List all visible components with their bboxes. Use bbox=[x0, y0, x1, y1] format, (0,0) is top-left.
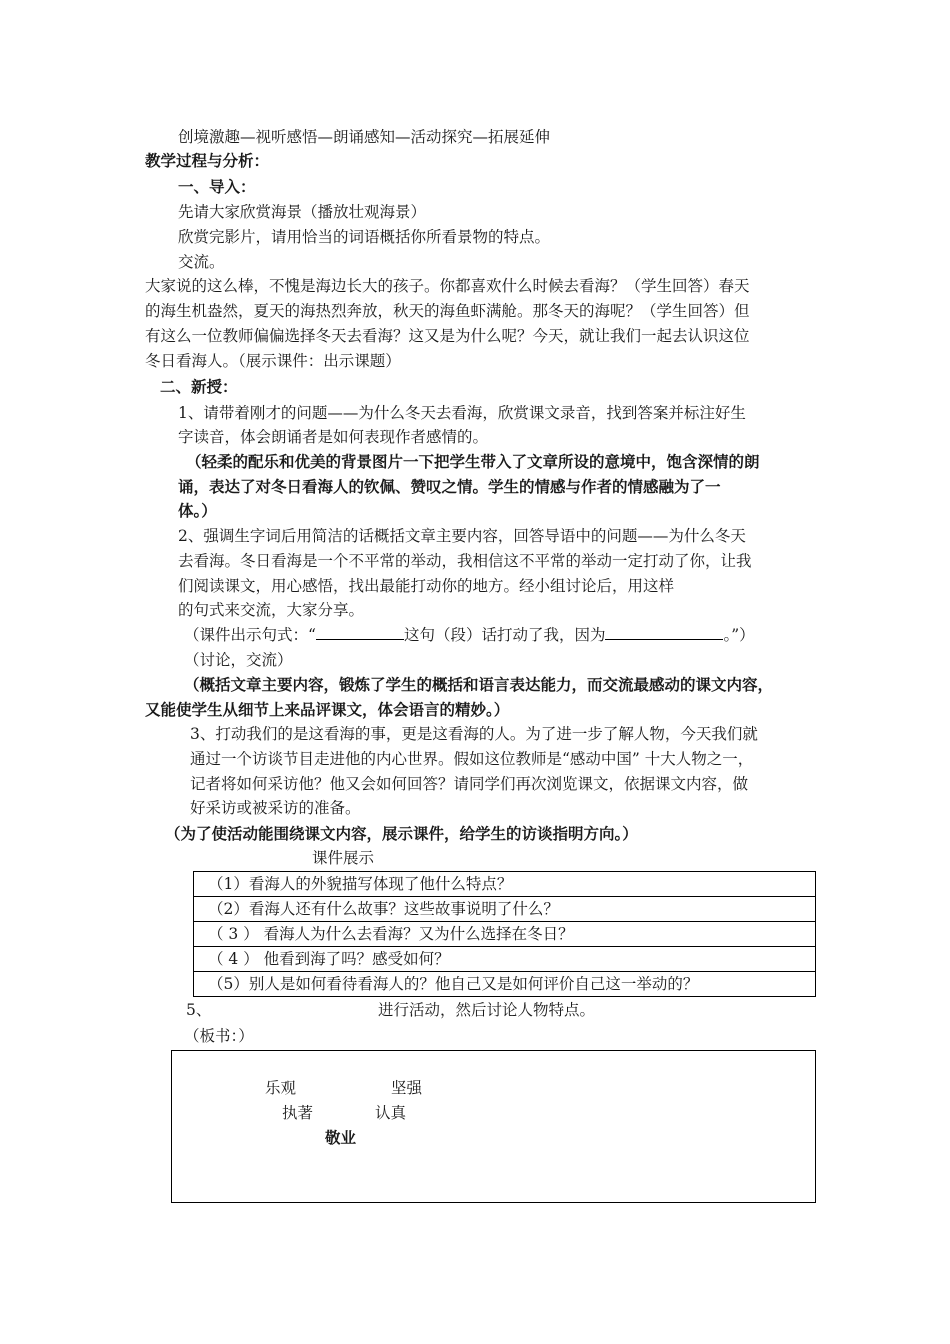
teaching-method-line: 创境激趣—视听感悟—朗诵感知—活动探究—拓展延伸 bbox=[178, 128, 551, 146]
blank-2 bbox=[605, 625, 723, 640]
note-1-line-3: 体。） bbox=[178, 501, 217, 520]
section-1-line-1: 先请大家欣赏海景（播放壮观海景） bbox=[178, 203, 427, 221]
item-2-line-4: 的句式来交流，大家分享。 bbox=[178, 601, 365, 619]
step-5-number: 5、 bbox=[186, 1001, 212, 1019]
item-3-line-3: 记者将如何采访他？他又会如何回答？请同学们再次浏览课文，依据课文内容，做 bbox=[190, 775, 749, 793]
board-word-4: 认真 bbox=[375, 1104, 407, 1122]
courseware-questions-table bbox=[193, 871, 816, 997]
step-5-text: 进行活动，然后讨论人物特点。 bbox=[378, 1001, 596, 1019]
intro-paragraph-line-3: 有这么一位教师偏偏选择冬天去看海？这又是为什么呢？今天，就让我们一起去认识这位 bbox=[145, 327, 750, 345]
board-word-5: 敬业 bbox=[325, 1128, 357, 1147]
intro-paragraph-line-4: 冬日看海人。（展示课件：出示课题） bbox=[145, 352, 401, 370]
question-cell: （5）别人是如何看待看海人的？他自己又是如何评价自己这一举动的？ bbox=[194, 972, 816, 997]
question-cell: （1）看海人的外貌描写体现了他什么特点？ bbox=[194, 872, 816, 897]
sentence-pattern bbox=[184, 624, 755, 646]
board-word-1: 乐观 bbox=[265, 1079, 297, 1097]
note-2-line-1: （概括文章主要内容，锻炼了学生的概括和语言表达能力，而交流最感动的课文内容， bbox=[184, 675, 774, 694]
question-cell: （2）看海人还有什么故事？这些故事说明了什么？ bbox=[194, 897, 816, 922]
question-cell: （ 4 ） 他看到海了吗？感受如何？ bbox=[194, 947, 816, 972]
table-row bbox=[194, 922, 816, 947]
board-label: （板书：） bbox=[184, 1027, 254, 1045]
section-1-line-2: 欣赏完影片，请用恰当的词语概括你所看景物的特点。 bbox=[178, 228, 551, 246]
intro-paragraph-line-1: 大家说的这么棒，不愧是海边长大的孩子。你都喜欢什么时候去看海？（学生回答）春天 bbox=[145, 277, 750, 295]
item-2-line-2: 去看海。冬日看海是一个不平常的举动，我相信这不平常的举动一定打动了你，让我 bbox=[178, 552, 752, 570]
blackboard-box bbox=[171, 1050, 816, 1203]
board-word-3: 执著 bbox=[282, 1104, 314, 1122]
section-1-line-3: 交流。 bbox=[178, 253, 225, 271]
item-2-line-1: 2、强调生字词后用简洁的话概括文章主要内容，回答导语中的问题——为什么冬天 bbox=[178, 527, 746, 545]
table-row bbox=[194, 872, 816, 897]
note-1-line-1: （轻柔的配乐和优美的背景图片一下把学生带入了文章所设的意境中，饱含深情的朗 bbox=[186, 452, 760, 471]
sentence-pattern-end: 。”） bbox=[723, 626, 755, 644]
table-row bbox=[194, 947, 816, 972]
intro-paragraph-line-2: 的海生机盎然，夏天的海热烈奔放，秋天的海鱼虾满舱。那冬天的海呢？（学生回答）但 bbox=[145, 302, 750, 320]
item-2-line-3: 们阅读课文，用心感悟，找出最能打动你的地方。经小组讨论后，用这样 bbox=[178, 577, 675, 595]
note-2-line-2: 又能使学生从细节上来品评课文，体会语言的精妙。） bbox=[145, 700, 510, 719]
item-1-line-2: 字读音，体会朗诵者是如何表现作者感情的。 bbox=[178, 428, 489, 446]
section-1-heading: 一、导入： bbox=[178, 177, 256, 196]
section-2-heading: 二、新授： bbox=[160, 377, 238, 396]
item-3-line-1: 3、打动我们的是这看海的事，更是这看海的人。为了进一步了解人物，今天我们就 bbox=[190, 725, 758, 743]
discussion-line: （讨论，交流） bbox=[184, 651, 293, 669]
note-3: （为了使活动能围绕课文内容，展示课件，给学生的访谈指明方向。） bbox=[165, 824, 638, 843]
question-cell: （ 3 ） 看海人为什么去看海？又为什么选择在冬日？ bbox=[194, 922, 816, 947]
board-word-2: 坚强 bbox=[391, 1079, 423, 1097]
sentence-pattern-middle: 这句（段）话打动了我，因为 bbox=[403, 626, 606, 644]
courseware-title: 课件展示 bbox=[312, 849, 375, 867]
process-heading: 教学过程与分析： bbox=[145, 151, 270, 170]
table-row bbox=[194, 972, 816, 997]
item-3-line-2: 通过一个访谈节目走进他的内心世界。假如这位教师是“感动中国” 十大人物之一， bbox=[190, 750, 754, 768]
sentence-pattern-start: （课件出示句式：“ bbox=[184, 626, 316, 644]
note-1-line-2: 诵，表达了对冬日看海人的钦佩、赞叹之情。学生的情感与作者的情感融为了一 bbox=[178, 477, 721, 496]
blank-1 bbox=[316, 625, 404, 640]
item-1-line-1: 1、请带着刚才的问题——为什么冬天去看海，欣赏课文录音，找到答案并标注好生 bbox=[178, 404, 746, 422]
item-3-line-4: 好采访或被采访的准备。 bbox=[190, 799, 361, 817]
table-row bbox=[194, 897, 816, 922]
